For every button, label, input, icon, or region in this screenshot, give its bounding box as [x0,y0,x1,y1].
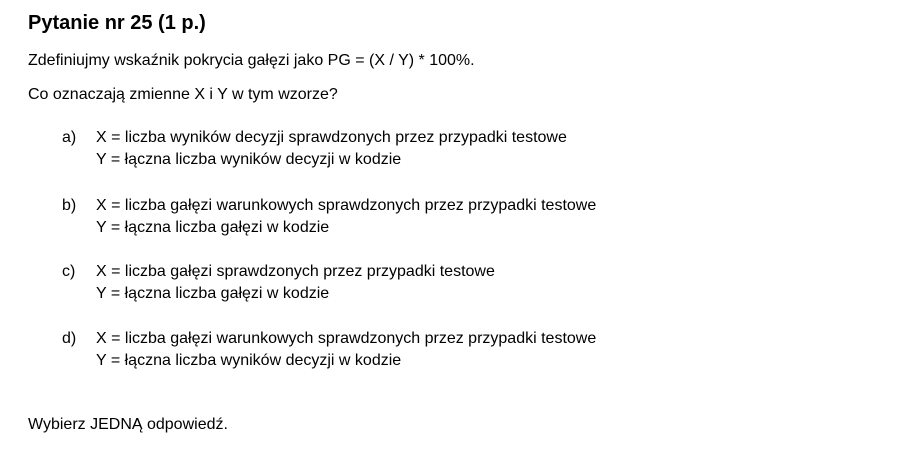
option-x-definition: X = liczba gałęzi sprawdzonych przez przypadki testowe [96,263,495,280]
option-letter: b) [62,197,77,214]
option-x-definition: X = liczba gałęzi warunkowych sprawdzonych przez przypadki testowe [96,197,597,214]
option-letter: c) [62,263,76,280]
option-y-definition: Y = łączna liczba gałęzi w kodzie [96,285,330,302]
question-definition: Zdefiniujmy wskaźnik pokrycia gałęzi jako PG = (X / Y) * 100%. [28,52,475,69]
option-letter: d) [62,330,77,347]
question-title: Pytanie nr 25 (1 p.) [28,12,206,34]
option-x-definition: X = liczba gałęzi warunkowych sprawdzonych przez przypadki testowe [96,330,597,347]
option-x-definition: X = liczba wyników decyzji sprawdzonych przez przypadki testowe [96,129,567,146]
option-letter: a) [62,129,77,146]
option-y-definition: Y = łączna liczba gałęzi w kodzie [96,219,330,236]
option-y-definition: Y = łączna liczba wyników decyzji w kodzie [96,352,402,369]
question-prompt: Co oznaczają zmienne X i Y w tym wzorze? [28,86,338,103]
answer-instruction: Wybierz JEDNĄ odpowiedź. [28,416,228,433]
option-y-definition: Y = łączna liczba wyników decyzji w kodzie [96,151,402,168]
